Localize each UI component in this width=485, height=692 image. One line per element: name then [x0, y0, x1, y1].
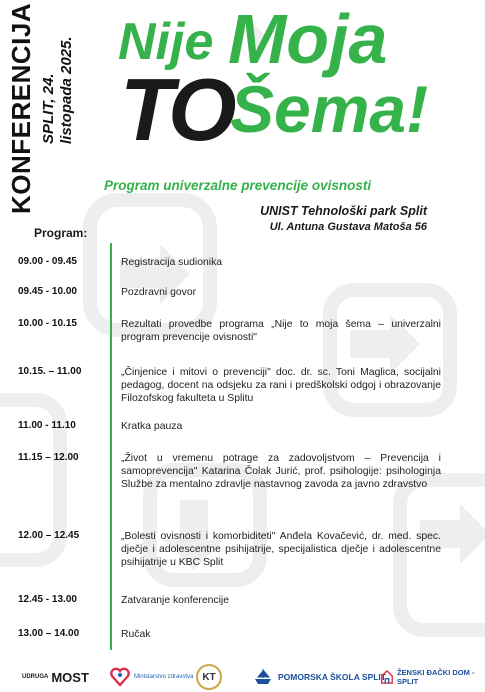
heart-icon	[110, 667, 130, 687]
timeline-divider	[110, 243, 112, 650]
logo-word-sema: Šema!	[230, 72, 429, 146]
logo-kt	[196, 663, 222, 691]
program-subtitle: Program univerzalne prevencije ovisnosti	[104, 178, 372, 193]
schedule-time: 10.15. – 11.00	[18, 366, 82, 377]
logo-word-moja: Moja	[228, 0, 388, 78]
home-label: ŽENSKI ĐAČKI DOM - SPLIT	[396, 668, 475, 686]
conference-label: KONFERENCIJA	[6, 2, 36, 214]
venue-name: UNIST Tehnološki park Split	[260, 204, 427, 218]
logo-pomorska-skola	[252, 663, 386, 691]
kt-emblem: KT	[196, 664, 222, 690]
program-title: Program:	[34, 226, 88, 240]
schedule-time: 12.00 – 12.45	[18, 530, 80, 541]
schedule-time: 12.45 - 13.00	[18, 594, 77, 605]
schedule-time: 13.00 – 14.00	[18, 628, 80, 639]
program-logo	[100, 0, 429, 179]
schedule-time: 11.15 – 12.00	[18, 452, 79, 463]
schedule-text: „Život u vremenu potrage za zadovoljstvom – Prevencija i samoprevencija" Katarina Čolak Jurić, prof. psihologije: psihologinja Službe za mentalno zdravlje nastavnog zavoda za javno zdravstvo	[121, 453, 441, 490]
ministry-label: Ministarstvo zdravstva	[134, 674, 194, 680]
ship-icon	[252, 666, 274, 688]
schedule-time: 10.00 - 10.15	[18, 318, 77, 329]
logo-zenski-dom	[380, 663, 485, 691]
vertical-header	[6, 4, 106, 224]
schedule-text: Registracija sudionika	[121, 257, 223, 268]
logo-udruga-most	[22, 663, 89, 691]
school-label: POMORSKA ŠKOLA SPLIT	[278, 672, 386, 682]
schedule-time: 11.00 - 11.10	[18, 420, 76, 431]
schedule-text: Ručak	[121, 629, 151, 640]
logo-word-nije: Nije	[118, 13, 214, 71]
logo-ministry	[110, 663, 193, 691]
partner-logos	[0, 663, 485, 692]
schedule-text: „Bolesti ovisnosti i komorbiditeti" Anđela Kovačević, dr. med. spec. dječje i adolescentne psihijatrije, specijalistica dječje i adolescentne psihijatrije u KBC Split	[121, 531, 441, 568]
most-small-label: UDRUGA	[22, 673, 49, 680]
schedule-text: „Činjenice i mitovi o prevenciji" doc. dr. sc. Toni Maglica, socijalni pedagog, docent na odsjeku za rani i predškolski odgoj i obrazovanje Filozofskog fakulteta u Splitu	[121, 367, 441, 404]
venue-block	[260, 204, 427, 233]
venue-address: Ul. Antuna Gustava Matoša 56	[269, 221, 427, 233]
conference-date: SPLIT, 24. listopada 2025.	[40, 36, 75, 144]
schedule-time: 09.45 - 10.00	[18, 286, 77, 297]
schedule-time: 09.00 - 09.45	[18, 256, 77, 267]
schedule-text: Rezultati provedbe programa „Nije to moja šema – univerzalni program prevencije ovisnosti"	[121, 319, 441, 343]
schedule-text: Kratka pauza	[121, 421, 183, 432]
schedule-text: Pozdravni govor	[121, 287, 197, 298]
house-icon	[380, 668, 394, 686]
logo-word-to: TO	[120, 60, 233, 159]
most-label: MOST	[51, 669, 89, 685]
schedule-text: Zatvaranje konferencije	[121, 595, 230, 606]
